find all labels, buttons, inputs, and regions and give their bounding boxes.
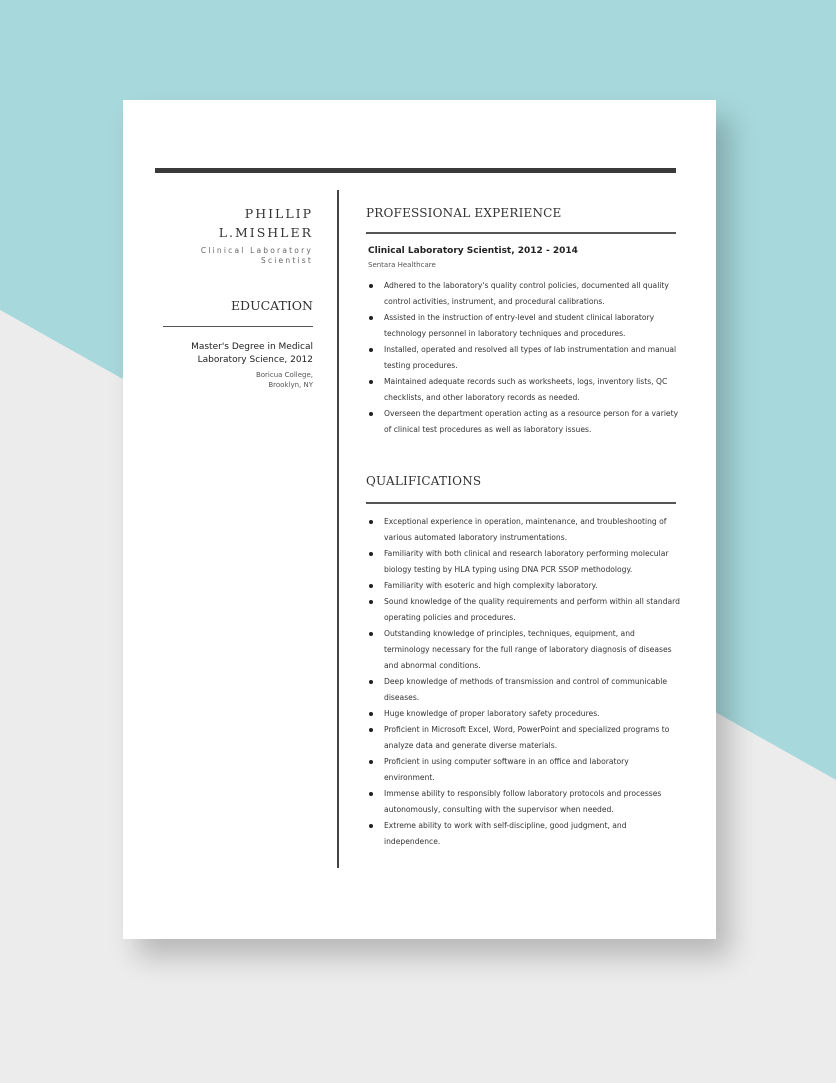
degree-line-2: Laboratory Science, 2012: [197, 354, 313, 365]
qualifications-list: [368, 514, 680, 850]
qualifications-heading: QUALIFICATIONS: [366, 474, 482, 488]
list-item: Assisted in the instruction of entry-level and student clinical laboratory technology personnel in laboratory techniques and procedures.: [368, 310, 680, 342]
job-title: Clinical Laboratory Scientist, 2012 - 2014: [368, 246, 578, 256]
list-item: Overseen the department operation acting as a resource person for a variety of clinical test procedures as well as laboratory issues.: [368, 406, 680, 438]
company-name: Sentara Healthcare: [368, 261, 436, 269]
list-item: Extreme ability to work with self-discipline, good judgment, and independence.: [368, 818, 680, 850]
list-item: Sound knowledge of the quality requirements and perform within all standard operating policies and procedures.: [368, 594, 680, 626]
name-line-2: L.MISHLER: [218, 225, 313, 240]
list-item: Maintained adequate records such as worksheets, logs, inventory lists, QC checklists, and other laboratory records as needed.: [368, 374, 680, 406]
education-rule: [163, 326, 313, 327]
name-line-1: PHILLIP: [244, 206, 313, 221]
list-item: Adhered to the laboratory's quality control policies, documented all quality control activities, instrument, and procedural calibrations.: [368, 278, 680, 310]
school-line-1: Boricua College,: [255, 371, 313, 379]
role-line-1: Clinical Laboratory: [200, 246, 313, 255]
experience-rule: [366, 232, 676, 234]
qualifications-rule: [366, 502, 676, 504]
candidate-role: [163, 246, 313, 266]
education-heading: EDUCATION: [230, 298, 313, 313]
list-item: Installed, operated and resolved all types of lab instrumentation and manual testing procedures.: [368, 342, 680, 374]
list-item: Familiarity with esoteric and high complexity laboratory.: [368, 578, 680, 594]
resume-page: [123, 100, 716, 939]
experience-list: [368, 278, 680, 438]
list-item: Proficient in Microsoft Excel, Word, PowerPoint and specialized programs to analyze data and generate diverse materials.: [368, 722, 680, 754]
education-school: [163, 370, 313, 390]
list-item: Familiarity with both clinical and research laboratory performing molecular biology testing by HLA typing using DNA PCR SSOP methodology.: [368, 546, 680, 578]
list-item: Immense ability to responsibly follow laboratory protocols and processes autonomously, consulting with the supervisor when needed.: [368, 786, 680, 818]
role-line-2: Scientist: [260, 256, 313, 265]
degree-line-1: Master's Degree in Medical: [191, 342, 313, 352]
list-item: Proficient in using computer software in an office and laboratory environment.: [368, 754, 680, 786]
school-line-2: Brooklyn, NY: [268, 381, 313, 389]
list-item: Outstanding knowledge of principles, techniques, equipment, and terminology necessary for the full range of laboratory diagnosis of diseases and abnormal conditions.: [368, 626, 680, 674]
list-item: Exceptional experience in operation, maintenance, and troubleshooting of various automated laboratory instrumentations.: [368, 514, 680, 546]
top-rule: [155, 168, 676, 173]
experience-heading: PROFESSIONAL EXPERIENCE: [366, 206, 562, 220]
education-degree: [163, 341, 313, 366]
column-divider: [337, 190, 339, 868]
list-item: Deep knowledge of methods of transmission and control of communicable diseases.: [368, 674, 680, 706]
candidate-name: [163, 204, 313, 242]
list-item: Huge knowledge of proper laboratory safety procedures.: [368, 706, 680, 722]
